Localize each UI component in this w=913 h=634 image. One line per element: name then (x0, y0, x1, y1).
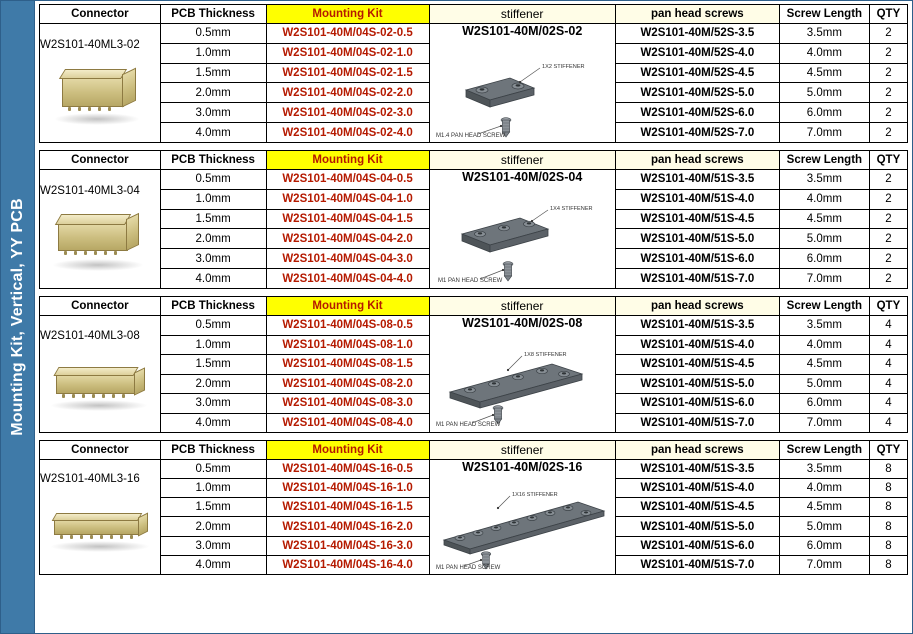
pan-head-screw-part: W2S101-40M/52S-5.0 (615, 83, 779, 103)
screw-length-value: 4.5mm (779, 498, 869, 517)
mounting-kit-part: W2S101-40M/04S-04-1.0 (266, 189, 429, 209)
screw-length-value: 5.0mm (779, 83, 869, 103)
col-connector: Connector (40, 441, 161, 460)
mounting-kit-part: W2S101-40M/04S-16-0.5 (266, 460, 429, 479)
col-screw-length: Screw Length (779, 297, 869, 316)
mounting-kit-table (39, 296, 908, 433)
mounting-kit-part: W2S101-40M/04S-04-3.0 (266, 249, 429, 269)
section-banner (1, 1, 35, 633)
pan-head-screw-part: W2S101-40M/51S-5.0 (615, 517, 779, 536)
screw-length-value: 3.5mm (779, 24, 869, 44)
pcb-thickness-value: 3.0mm (160, 394, 266, 414)
pcb-thickness-value: 2.0mm (160, 517, 266, 536)
screw-callout: M1.4 PAN HEAD SCREW (436, 133, 506, 139)
pan-head-screw-part: W2S101-40M/51S-4.0 (615, 189, 779, 209)
col-connector: Connector (40, 5, 161, 24)
col-mounting-kit: Mounting Kit (266, 441, 429, 460)
connector-cell (40, 460, 161, 575)
section-banner-label: Mounting Kit, Vertical, YY PCB (8, 198, 26, 436)
pcb-thickness-value: 1.5mm (160, 498, 266, 517)
pcb-thickness-value: 0.5mm (160, 24, 266, 44)
col-qty: QTY (869, 441, 907, 460)
col-stiffener: stiffener (429, 151, 615, 170)
screw-length-value: 6.0mm (779, 394, 869, 414)
col-pcb-thickness: PCB Thickness (160, 441, 266, 460)
pcb-thickness-value: 3.0mm (160, 249, 266, 269)
screw-length-value: 6.0mm (779, 249, 869, 269)
screw-callout: M1 PAN HEAD SCREW (438, 278, 503, 284)
qty-value: 4 (869, 355, 907, 375)
table-row (40, 170, 908, 190)
screw-length-value: 4.0mm (779, 189, 869, 209)
pan-head-screw-part: W2S101-40M/51S-4.5 (615, 355, 779, 375)
mounting-kit-part: W2S101-40M/04S-08-1.0 (266, 335, 429, 355)
pcb-thickness-value: 4.0mm (160, 413, 266, 433)
pcb-thickness-value: 4.0mm (160, 269, 266, 289)
connector-cell (40, 170, 161, 289)
mounting-kit-part: W2S101-40M/04S-16-2.0 (266, 517, 429, 536)
connector-part-number: W2S101-40ML3-08 (40, 330, 140, 342)
col-pcb-thickness: PCB Thickness (160, 297, 266, 316)
connector-part-number: W2S101-40ML3-04 (40, 185, 140, 197)
qty-value: 4 (869, 413, 907, 433)
col-screw-length: Screw Length (779, 5, 869, 24)
col-pan-head-screws: pan head screws (615, 5, 779, 24)
mounting-kit-part: W2S101-40M/04S-08-1.5 (266, 355, 429, 375)
connector-part-number: W2S101-40ML3-02 (40, 39, 140, 51)
mounting-kit-part: W2S101-40M/04S-02-4.0 (266, 123, 429, 143)
stiffener-cell (429, 170, 615, 289)
screw-length-value: 7.0mm (779, 269, 869, 289)
connector-cell (40, 24, 161, 143)
stiffener-cell (429, 316, 615, 433)
pan-head-screw-part: W2S101-40M/51S-7.0 (615, 269, 779, 289)
screw-length-value: 6.0mm (779, 536, 869, 555)
pan-head-screw-part: W2S101-40M/51S-4.5 (615, 209, 779, 229)
col-connector: Connector (40, 151, 161, 170)
mounting-kit-part: W2S101-40M/04S-04-4.0 (266, 269, 429, 289)
stiffener-drawing-1x2 (436, 38, 608, 142)
col-mounting-kit: Mounting Kit (266, 297, 429, 316)
mounting-kit-part: W2S101-40M/04S-16-1.0 (266, 479, 429, 498)
col-stiffener: stiffener (429, 5, 615, 24)
screw-length-value: 4.5mm (779, 355, 869, 375)
col-screw-length: Screw Length (779, 441, 869, 460)
qty-value: 4 (869, 374, 907, 394)
pcb-thickness-value: 0.5mm (160, 316, 266, 336)
table-row (40, 24, 908, 44)
pan-head-screw-part: W2S101-40M/51S-4.0 (615, 479, 779, 498)
pan-head-screw-part: W2S101-40M/52S-3.5 (615, 24, 779, 44)
screw-length-value: 4.0mm (779, 479, 869, 498)
pan-head-screw-part: W2S101-40M/52S-7.0 (615, 123, 779, 143)
col-mounting-kit: Mounting Kit (266, 151, 429, 170)
pan-head-screw-part: W2S101-40M/51S-5.0 (615, 374, 779, 394)
pcb-thickness-value: 2.0mm (160, 229, 266, 249)
connector-part-number: W2S101-40ML3-16 (40, 473, 140, 485)
mounting-kit-part: W2S101-40M/04S-16-1.5 (266, 498, 429, 517)
stiffener-part-number: W2S101-40M/02S-04 (462, 170, 583, 184)
qty-value: 2 (869, 249, 907, 269)
qty-value: 8 (869, 517, 907, 536)
stiffener-part-number: W2S101-40M/02S-16 (462, 460, 583, 474)
pcb-thickness-value: 1.5mm (160, 355, 266, 375)
qty-value: 2 (869, 269, 907, 289)
qty-value: 2 (869, 24, 907, 44)
mounting-kit-part: W2S101-40M/04S-04-2.0 (266, 229, 429, 249)
qty-value: 2 (869, 103, 907, 123)
qty-value: 2 (869, 189, 907, 209)
stiffener-cell (429, 24, 615, 143)
pan-head-screw-part: W2S101-40M/52S-6.0 (615, 103, 779, 123)
stiffener-callout: 1X2 STIFFENER (542, 64, 585, 70)
pcb-thickness-value: 4.0mm (160, 555, 266, 574)
qty-value: 4 (869, 394, 907, 414)
pcb-thickness-value: 1.0mm (160, 479, 266, 498)
screw-length-value: 4.0mm (779, 43, 869, 63)
mounting-kit-part: W2S101-40M/04S-16-3.0 (266, 536, 429, 555)
qty-value: 8 (869, 498, 907, 517)
pcb-thickness-value: 2.0mm (160, 374, 266, 394)
mounting-kit-part: W2S101-40M/04S-02-0.5 (266, 24, 429, 44)
pan-head-screw-part: W2S101-40M/51S-7.0 (615, 413, 779, 433)
table-header-row (40, 297, 908, 316)
table-header-row (40, 151, 908, 170)
col-pcb-thickness: PCB Thickness (160, 151, 266, 170)
screw-length-value: 5.0mm (779, 374, 869, 394)
table-row (40, 460, 908, 479)
qty-value: 8 (869, 460, 907, 479)
stiffener-drawing-1x16 (436, 474, 608, 574)
qty-value: 8 (869, 479, 907, 498)
qty-value: 2 (869, 229, 907, 249)
qty-value: 2 (869, 123, 907, 143)
col-qty: QTY (869, 151, 907, 170)
pan-head-screw-part: W2S101-40M/51S-4.0 (615, 335, 779, 355)
stiffener-drawing-1x8 (436, 330, 608, 432)
pcb-thickness-value: 1.5mm (160, 63, 266, 83)
stiffener-callout: 1X4 STIFFENER (550, 206, 593, 212)
mounting-kit-table (39, 4, 908, 143)
pan-head-screw-part: W2S101-40M/51S-4.5 (615, 498, 779, 517)
screw-length-value: 4.0mm (779, 335, 869, 355)
pan-head-screw-part: W2S101-40M/51S-6.0 (615, 394, 779, 414)
stiffener-part-number: W2S101-40M/02S-08 (462, 316, 583, 330)
connector-image-16pos (48, 487, 152, 561)
pcb-thickness-value: 1.0mm (160, 43, 266, 63)
pcb-thickness-value: 0.5mm (160, 170, 266, 190)
pcb-thickness-value: 2.0mm (160, 83, 266, 103)
col-stiffener: stiffener (429, 441, 615, 460)
screw-length-value: 7.0mm (779, 555, 869, 574)
screw-length-value: 4.5mm (779, 209, 869, 229)
mounting-kit-part: W2S101-40M/04S-04-1.5 (266, 209, 429, 229)
mounting-kit-part: W2S101-40M/04S-08-3.0 (266, 394, 429, 414)
pan-head-screw-part: W2S101-40M/52S-4.0 (615, 43, 779, 63)
connector-image-8pos (48, 344, 152, 418)
screw-length-value: 7.0mm (779, 123, 869, 143)
mounting-kit-part: W2S101-40M/04S-04-0.5 (266, 170, 429, 190)
screw-length-value: 6.0mm (779, 103, 869, 123)
qty-value: 8 (869, 555, 907, 574)
stiffener-drawing-1x4 (436, 184, 608, 288)
pcb-thickness-value: 3.0mm (160, 536, 266, 555)
qty-value: 2 (869, 170, 907, 190)
connector-image-2pos (48, 53, 152, 127)
pan-head-screw-part: W2S101-40M/51S-6.0 (615, 249, 779, 269)
col-mounting-kit: Mounting Kit (266, 5, 429, 24)
mounting-kit-table (39, 150, 908, 289)
pan-head-screw-part: W2S101-40M/51S-3.5 (615, 170, 779, 190)
col-qty: QTY (869, 297, 907, 316)
mounting-kit-part: W2S101-40M/04S-02-1.0 (266, 43, 429, 63)
screw-length-value: 3.5mm (779, 316, 869, 336)
screw-callout: M1 PAN HEAD SCREW (436, 422, 501, 428)
qty-value: 8 (869, 536, 907, 555)
mounting-kit-part: W2S101-40M/04S-02-3.0 (266, 103, 429, 123)
col-pan-head-screws: pan head screws (615, 441, 779, 460)
tables-container (35, 1, 912, 633)
stiffener-part-number: W2S101-40M/02S-02 (462, 24, 583, 38)
screw-length-value: 3.5mm (779, 170, 869, 190)
connector-cell (40, 316, 161, 433)
pan-head-screw-part: W2S101-40M/51S-5.0 (615, 229, 779, 249)
col-qty: QTY (869, 5, 907, 24)
col-pan-head-screws: pan head screws (615, 297, 779, 316)
mounting-kit-part: W2S101-40M/04S-02-2.0 (266, 83, 429, 103)
col-pan-head-screws: pan head screws (615, 151, 779, 170)
col-screw-length: Screw Length (779, 151, 869, 170)
mounting-kit-part: W2S101-40M/04S-16-4.0 (266, 555, 429, 574)
qty-value: 4 (869, 316, 907, 336)
mounting-kit-part: W2S101-40M/04S-08-2.0 (266, 374, 429, 394)
mounting-kit-table (39, 440, 908, 575)
pcb-thickness-value: 3.0mm (160, 103, 266, 123)
col-connector: Connector (40, 297, 161, 316)
mounting-kit-part: W2S101-40M/04S-08-0.5 (266, 316, 429, 336)
table-header-row (40, 5, 908, 24)
stiffener-cell (429, 460, 615, 575)
qty-value: 2 (869, 209, 907, 229)
screw-callout: M1 PAN HEAD SCREW (436, 565, 501, 571)
qty-value: 4 (869, 335, 907, 355)
qty-value: 2 (869, 83, 907, 103)
stiffener-callout: 1X16 STIFFENER (512, 492, 558, 498)
table-header-row (40, 441, 908, 460)
pan-head-screw-part: W2S101-40M/51S-7.0 (615, 555, 779, 574)
pcb-thickness-value: 1.5mm (160, 209, 266, 229)
connector-image-4pos (48, 199, 152, 273)
pan-head-screw-part: W2S101-40M/51S-3.5 (615, 316, 779, 336)
qty-value: 2 (869, 63, 907, 83)
pan-head-screw-part: W2S101-40M/51S-6.0 (615, 536, 779, 555)
pcb-thickness-value: 1.0mm (160, 335, 266, 355)
screw-length-value: 5.0mm (779, 229, 869, 249)
table-row (40, 316, 908, 336)
screw-length-value: 4.5mm (779, 63, 869, 83)
col-stiffener: stiffener (429, 297, 615, 316)
mounting-kit-part: W2S101-40M/04S-08-4.0 (266, 413, 429, 433)
mounting-kit-part: W2S101-40M/04S-02-1.5 (266, 63, 429, 83)
screw-length-value: 3.5mm (779, 460, 869, 479)
pcb-thickness-value: 4.0mm (160, 123, 266, 143)
screw-length-value: 5.0mm (779, 517, 869, 536)
pcb-thickness-value: 1.0mm (160, 189, 266, 209)
qty-value: 2 (869, 43, 907, 63)
pan-head-screw-part: W2S101-40M/51S-3.5 (615, 460, 779, 479)
stiffener-callout: 1X8 STIFFENER (524, 352, 567, 358)
screw-length-value: 7.0mm (779, 413, 869, 433)
pan-head-screw-part: W2S101-40M/52S-4.5 (615, 63, 779, 83)
col-pcb-thickness: PCB Thickness (160, 5, 266, 24)
pcb-thickness-value: 0.5mm (160, 460, 266, 479)
